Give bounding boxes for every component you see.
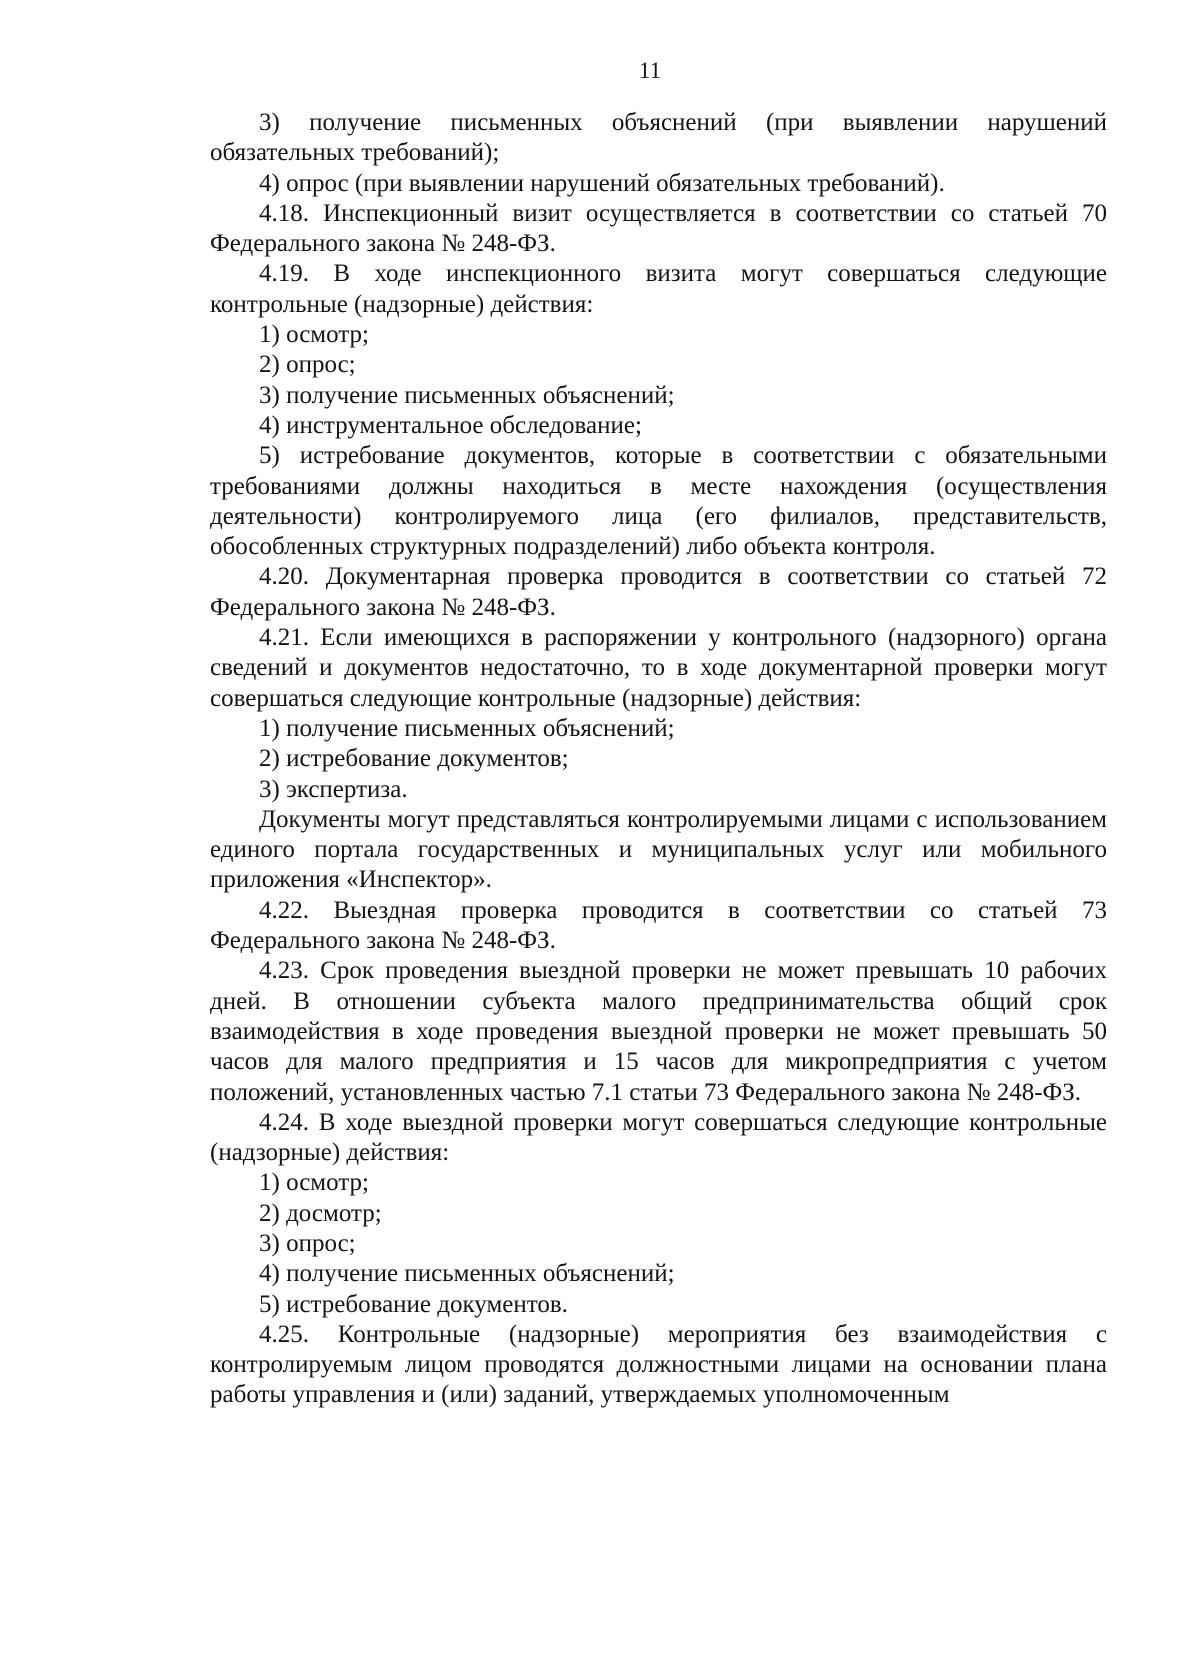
list-item-3-survey: 3) опрос; bbox=[259, 1229, 356, 1257]
list-item-2-survey: 2) опрос; bbox=[259, 351, 356, 379]
paragraph-5-document-request: 5) истребование документов, которые в соответствии с обязательными требованиями должны находиться в месте нахождения (осуществления деятельности) контролируемого лица (его филиалов, представительств, обособленных структурных подразделений) либо объекта контроля. bbox=[210, 442, 1107, 561]
paragraph-4-25: 4.25. Контрольные (надзорные) мероприятия без взаимодействия с контролируемым лицом проводятся должностными лицами на основании плана работы управления и (или) заданий, утверждаемых уполномоченным bbox=[210, 1320, 1107, 1409]
paragraph-4-24: 4.24. В ходе выездной проверки могут совершаться следующие контрольные (надзорные) действия: bbox=[210, 1108, 1107, 1167]
list-item-4-survey: 4) опрос (при выявлении нарушений обязательных требований). bbox=[259, 169, 945, 197]
paragraph-documents-portal: Документы могут представляться контролируемыми лицами с использованием единого портала государственных и муниципальных услуг или мобильного приложения «Инспектор». bbox=[210, 805, 1107, 894]
paragraph-3-written-explanations: 3) получение письменных объяснений (при выявлении нарушений обязательных требований); bbox=[210, 109, 1107, 167]
paragraph-4-23: 4.23. Срок проведения выездной проверки не может превышать 10 рабочих дней. В отношении субъекта малого предпринимательства общий срок взаимодействия в ходе проведения выездной проверки не может превышать 50 часов для малого предприятия и 15 часов для микропредприятия с учетом положений, установленных частью 7.1 статьи 73 Федерального закона № 248-ФЗ. bbox=[210, 957, 1107, 1106]
paragraph-4-19: 4.19. В ходе инспекционного визита могут совершаться следующие контрольные (надзорные) действия: bbox=[210, 260, 1107, 318]
list-item-1-inspection: 1) осмотр; bbox=[259, 321, 369, 349]
list-item-1-written-explanations: 1) получение письменных объяснений; bbox=[259, 714, 675, 742]
document-body bbox=[210, 108, 1107, 1411]
list-item-4-written-explanations: 4) получение письменных объяснений; bbox=[259, 1260, 675, 1288]
paragraph-4-22: 4.22. Выездная проверка проводится в соответствии со статьей 73 Федерального закона № 248-ФЗ. bbox=[210, 896, 1107, 955]
list-item-1-inspection-2: 1) осмотр; bbox=[259, 1169, 369, 1197]
list-item-2-search: 2) досмотр; bbox=[259, 1199, 382, 1227]
list-item-3-expertise: 3) экспертиза. bbox=[259, 775, 408, 803]
paragraph-4-18: 4.18. Инспекционный визит осуществляется в соответствии со статьей 70 Федерального закона № 248-ФЗ. bbox=[210, 199, 1107, 258]
list-item-4-instrumental-examination: 4) инструментальное обследование; bbox=[259, 411, 642, 439]
list-item-2-document-request: 2) истребование документов; bbox=[259, 745, 569, 773]
list-item-5-document-request: 5) истребование документов. bbox=[259, 1290, 568, 1318]
paragraph-4-21: 4.21. Если имеющихся в распоряжении у контрольного (надзорного) органа сведений и документов недостаточно, то в ходе документарной проверки могут совершаться следующие контрольные (надзорные) действия: bbox=[210, 624, 1107, 712]
list-item-3-written-explanations: 3) получение письменных объяснений; bbox=[259, 381, 675, 409]
page-number: 11 bbox=[638, 58, 662, 83]
paragraph-4-20: 4.20. Документарная проверка проводится в соответствии со статьей 72 Федерального закона № 248-ФЗ. bbox=[210, 563, 1107, 621]
